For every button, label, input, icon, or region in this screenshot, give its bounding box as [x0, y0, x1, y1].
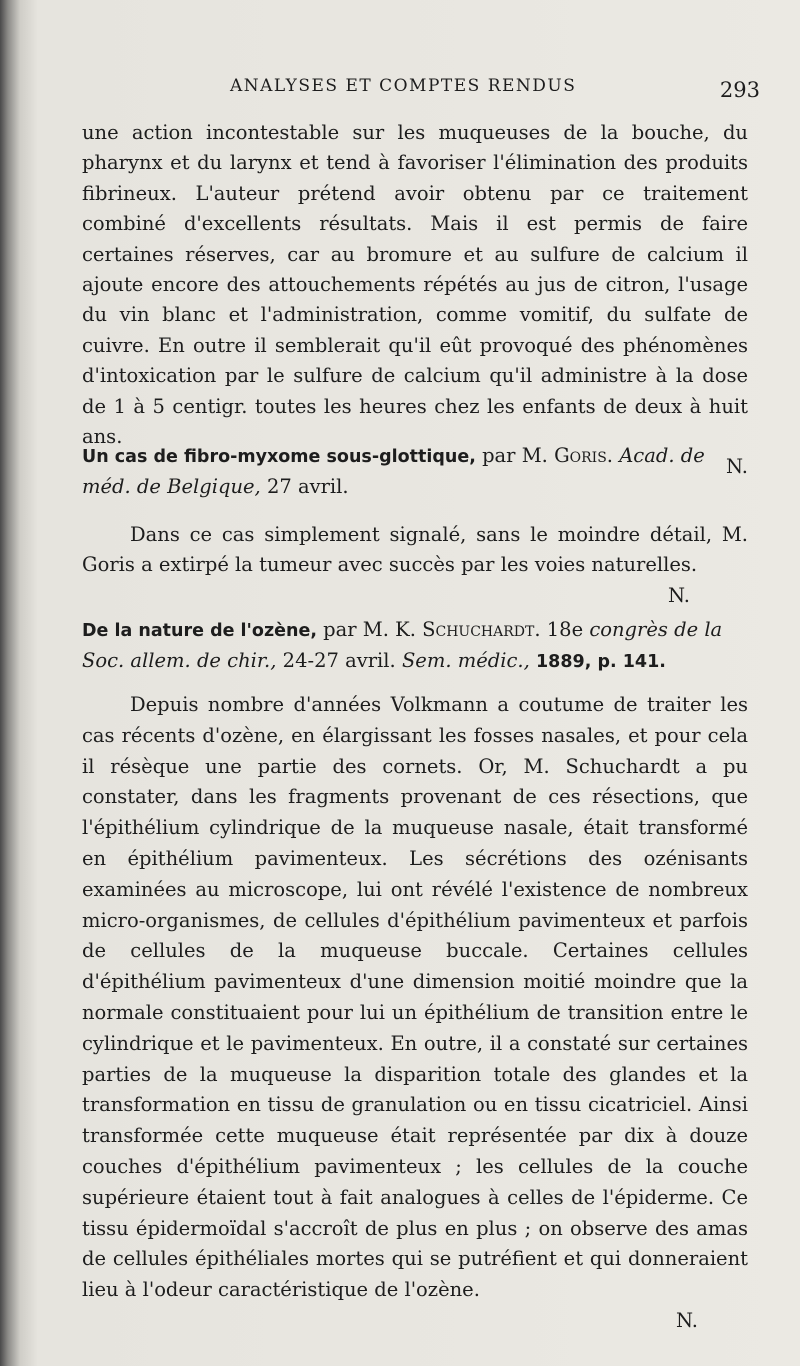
- page-header: [70, 76, 760, 106]
- page-number: 293: [719, 78, 760, 102]
- author-signature: N.: [667, 583, 690, 607]
- congress-number: 18e: [546, 618, 584, 641]
- author-signature: N.: [725, 455, 748, 479]
- entry-source: Acad. de méd. de Belgique,: [82, 444, 705, 498]
- paragraph-text: Dans ce cas simplement signalé, sans le moindre détail, M. Goris a extirpé la tumeur avec succès par les voies naturelles.: [82, 523, 748, 577]
- entry-date: 27 avril.: [266, 475, 349, 498]
- entry-heading-fibro-myxome: [82, 441, 748, 502]
- entry-author: Goris.: [554, 444, 613, 467]
- author-signature: N.: [675, 1308, 698, 1332]
- entry-by: par M.: [482, 444, 548, 467]
- entry-title: De la nature de l'ozène,: [82, 621, 317, 641]
- entry-body-fibro-myxome: [82, 520, 748, 611]
- journal-reference: 1889, p. 141.: [536, 652, 666, 672]
- paragraph-text: une action incontestable sur les muqueuses de la bouche, du pharynx et du larynx et tend à favoriser l'élimination des produits fibrineux. L'auteur prétend avoir obtenu par ce traitement combiné d'excellents résultats. Mais il est permis de faire certaines réserves, car au bromure et au sulfure de calcium il ajoute encore des attouchements répétés au jus de citron, l'usage du vin blanc et l'administration, comme vomitif, du sulfate de cuivre. En outre il semblerait qu'il eût provoqué des phénomènes d'intoxication par le sulfure de calcium qu'il administre à la dose de 1 à 5 centigr. toutes les heures chez les enfants de deux à huit ans.: [82, 121, 748, 449]
- entry-by: par M. K.: [323, 618, 416, 641]
- entry-body-ozene: [82, 690, 748, 1337]
- running-title: ANALYSES ET COMPTES RENDUS: [230, 76, 577, 96]
- journal-name: Sem. médic.,: [401, 649, 530, 672]
- continued-paragraph: [82, 118, 748, 483]
- congress-name: congrès de la Soc. allem. de chir.,: [82, 618, 723, 672]
- congress-date: 24-27 avril.: [282, 649, 396, 672]
- entry-title: Un cas de fibro-myxome sous-glottique,: [82, 447, 476, 467]
- entry-author: Schuchardt.: [422, 618, 541, 641]
- paragraph-text: Depuis nombre d'années Volkmann a coutume de traiter les cas récents d'ozène, en élargissant les fosses nasales, et pour cela il résèque une partie des cornets. Or, M. Schuchardt a pu constater, dans les fragments provenant de ces résections, que l'épithélium cylindrique de la muqueuse nasale, était transformé en épithélium pavimenteux. Les sécrétions des ozénisants examinées au microscope, lui ont révélé l'existence de nombreux micro-organismes, de cellules d'épithélium pavimenteux et parfois de cellules de la muqueuse buccale. Certaines cellules d'épithélium pavimenteux d'une dimension moitié moindre que la normale constituaient pour lui un épithélium de transition entre le cylindrique et le pavimenteux. En outre, il a constaté sur certaines parties de la muqueuse la disparition totale des glandes et la transformation en tissu de granulation ou en tissu cicatriciel. Ainsi transformée cette muqueuse était représentée par dix à douze couches d'épithélium pavimenteux ; les cellules de la couche supérieure étaient tout à fait analogues à celles de l'épiderme. Ce tissu épidermoïdal s'accroît de plus en plus ; on observe des amas de cellules épithéliales mortes qui se putréfient et qui donneraient lieu à l'odeur caractéristique de l'ozène.: [82, 693, 748, 1302]
- entry-heading-ozene: [82, 615, 748, 677]
